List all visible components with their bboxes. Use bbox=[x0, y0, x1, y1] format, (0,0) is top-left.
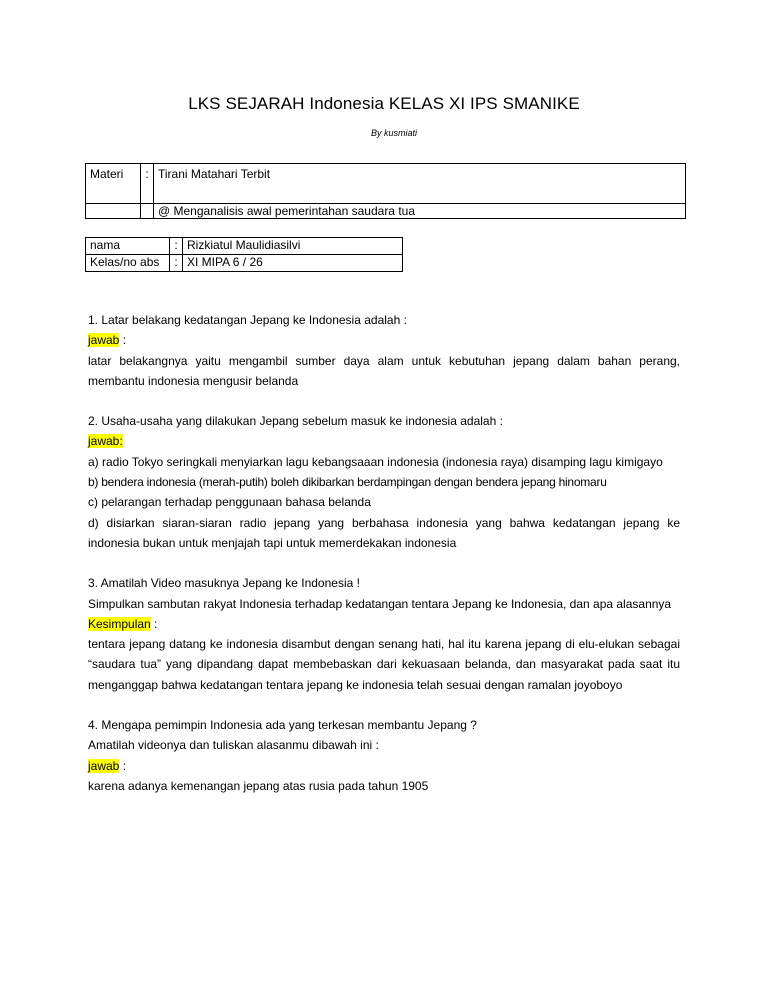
answer-4: karena adanya kemenangan jepang atas rusia pada tahun 1905 bbox=[88, 778, 429, 793]
highlighted-label: jawab bbox=[88, 758, 120, 773]
student-info-table bbox=[85, 237, 403, 272]
materi-value: Tirani Matahari Terbit bbox=[154, 164, 686, 204]
class-label: Kelas/no abs bbox=[86, 255, 170, 272]
highlighted-label: Kesimpulan bbox=[88, 616, 151, 631]
label-suffix: : bbox=[150, 616, 158, 631]
worksheet-content bbox=[88, 310, 680, 796]
answer-label-2 bbox=[88, 431, 680, 451]
answer-label-4 bbox=[88, 756, 680, 776]
materi-separator: : bbox=[141, 164, 154, 204]
class-separator: : bbox=[170, 255, 183, 272]
empty-cell bbox=[141, 204, 154, 219]
name-separator: : bbox=[170, 238, 183, 255]
answer-2a: a) radio Tokyo seringkali menyiarkan lagu kebangsaaan indonesia (indonesia raya) disamping lagu kimigayo bbox=[88, 454, 663, 469]
question-1: 1. Latar belakang kedatangan Jepang ke Indonesia adalah : bbox=[88, 313, 407, 327]
name-label: nama bbox=[86, 238, 170, 255]
answer-1: latar belakangnya yaitu mengambil sumber daya alam untuk kebutuhan jepang dalam bahan perang, membantu indonesia mengusir belanda bbox=[88, 353, 680, 388]
label-suffix: : bbox=[119, 758, 127, 773]
materi-label: Materi bbox=[86, 164, 141, 204]
spacer bbox=[88, 695, 680, 715]
answer-2d: d) disiarkan siaran-siaran radio jepang yang berbahasa indonesia yang bahwa kedatangan jepang ke indonesia bukan untuk menjajah tapi untuk memerdekakan indonesia bbox=[88, 515, 680, 550]
highlighted-label: jawab: bbox=[88, 434, 123, 449]
question-4: 4. Mengapa pemimpin Indonesia ada yang terkesan membantu Jepang ? bbox=[88, 718, 477, 733]
name-value: Rizkiatul Maulidiasilvi bbox=[183, 238, 403, 255]
answer-label-1 bbox=[88, 330, 680, 350]
answer-label-3 bbox=[88, 614, 680, 634]
highlighted-label: jawab bbox=[88, 333, 120, 348]
empty-cell bbox=[86, 204, 141, 219]
author-byline: By kusmiati bbox=[370, 128, 417, 138]
instruction-3: Simpulkan sambutan rakyat Indonesia terhadap kedatangan tentara Jepang ke Indonesia, dan apa alasannya bbox=[88, 596, 672, 611]
label-suffix: : bbox=[119, 333, 127, 348]
spacer bbox=[88, 553, 680, 573]
spacer bbox=[88, 391, 680, 411]
answer-2c: c) pelarangan terhadap penggunaan bahasa belanda bbox=[88, 495, 371, 510]
instruction-4: Amatilah videonya dan tuliskan alasanmu dibawah ini : bbox=[88, 738, 379, 753]
answer-3: tentara jepang datang ke indonesia disambut dengan senang hati, hal itu karena jepang di elu-elukan sebagai “saudara tua” yang dipandang dapat membebaskan dari kekuasaan belanda, dan masyarakat pada saat itu menganggap bahwa kedatangan tentara jepang ke indonesia telah sesuai dengan ramalan joyoboyo bbox=[88, 637, 680, 692]
materi-objective: @ Menganalisis awal pemerintahan saudara tua bbox=[154, 204, 686, 219]
question-2: 2. Usaha-usaha yang dilakukan Jepang sebelum masuk ke indonesia adalah : bbox=[88, 414, 503, 429]
class-value: XI MIPA 6 / 26 bbox=[183, 255, 403, 272]
question-3: 3. Amatilah Video masuknya Jepang ke Indonesia ! bbox=[88, 576, 360, 591]
answer-2b: b) bendera indonesia (merah-putih) boleh dikibarkan berdampingan dengan bendera jepang hinomaru bbox=[88, 475, 607, 490]
page-title: LKS SEJARAH Indonesia KELAS XI IPS SMANIKE bbox=[188, 94, 580, 113]
materi-table bbox=[85, 163, 686, 219]
